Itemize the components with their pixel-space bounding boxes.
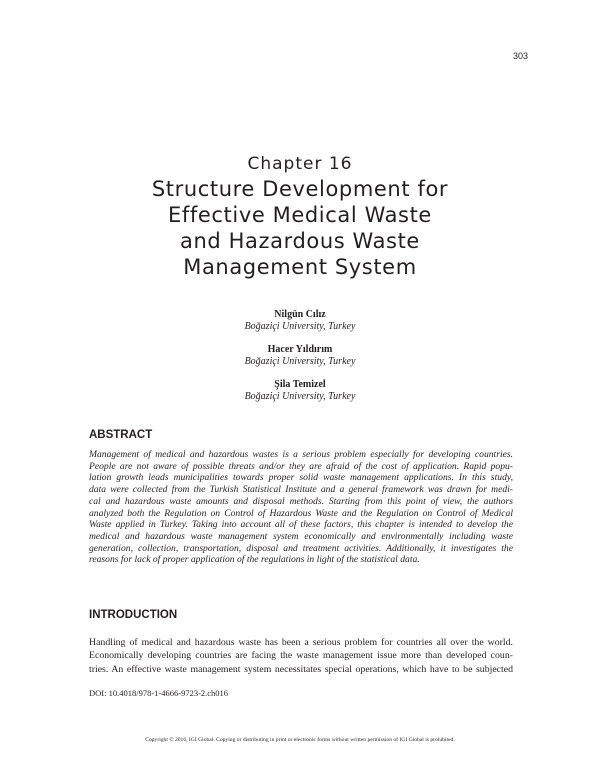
abstract-line: generation, collection, transportation, disposal and treatment activities. Additionally, it investigates the [89, 542, 513, 554]
author-affiliation: Boğaziçi University, Turkey [244, 321, 356, 332]
author-name: Hacer Yıldırım [267, 344, 333, 355]
abstract-line: reasons for lack of proper application of the regulations in light of the statistical data. [89, 554, 420, 566]
introduction-line: Handling of medical and hazardous waste has been a serious problem for countries all over the world. [89, 637, 513, 648]
author-block [0, 309, 600, 333]
author-block [0, 344, 600, 368]
author-name: Şila Temizel [274, 379, 326, 390]
author-block [0, 379, 600, 403]
abstract-line: Management of medical and hazardous wastes is a serious problem especially for developing countries. [89, 449, 513, 460]
introduction-line: Economically developing countries are facing the waste management issue more than developed coun- [89, 650, 513, 662]
chapter-title [70, 176, 530, 280]
abstract-line: lation growth leads municipalities towards proper solid waste management applications. In this study, [89, 472, 513, 484]
abstract-line: medical and hazardous waste management system economically and environmentally including waste [89, 530, 513, 542]
abstract-heading: ABSTRACT [89, 429, 153, 441]
author-list [0, 309, 600, 414]
chapter-title-line: Structure Development for [151, 177, 449, 201]
page-number: 303 [512, 51, 528, 61]
abstract-line: data were collected from the Turkish Statistical Institute and a general framework was drawn for medi- [89, 484, 513, 496]
author-name: Nilgün Cılız [274, 309, 326, 320]
copyright-notice: Copyright © 2016, IGI Global. Copying or distributing in print or electronic forms without written permission of IGI Global is prohibited. [145, 737, 455, 743]
introduction-line: tries. An effective waste management system necessitates special operations, which have to be subjected [89, 663, 513, 675]
doi: DOI: 10.4018/978-1-4666-9723-2.ch016 [89, 688, 229, 698]
chapter-title-line: Management System [183, 255, 417, 279]
chapter-title-line: Effective Medical Waste [168, 203, 432, 227]
author-affiliation: Boğaziçi University, Turkey [244, 356, 356, 367]
abstract-line: Waste applied in Turkey. Taking into account all of these factors, this chapter is intended to develop the [89, 519, 513, 531]
abstract-line: cal and hazardous waste amounts and disposal methods. Starting from this point of view, the authors [89, 495, 513, 507]
abstract-line: analyzed both the Regulation on Control of Hazardous Waste and the Regulation on Control of Medical [89, 507, 513, 519]
author-affiliation: Boğaziçi University, Turkey [244, 391, 356, 402]
introduction-body [89, 636, 513, 676]
introduction-heading: INTRODUCTION [89, 609, 178, 621]
abstract-body [89, 449, 513, 566]
chapter-label: Chapter 16 [247, 154, 353, 174]
abstract-line: People are not aware of possible threats and/or they are afraid of the cost of application. Rapid popu- [89, 460, 513, 472]
chapter-title-line: and Hazardous Waste [180, 229, 420, 253]
